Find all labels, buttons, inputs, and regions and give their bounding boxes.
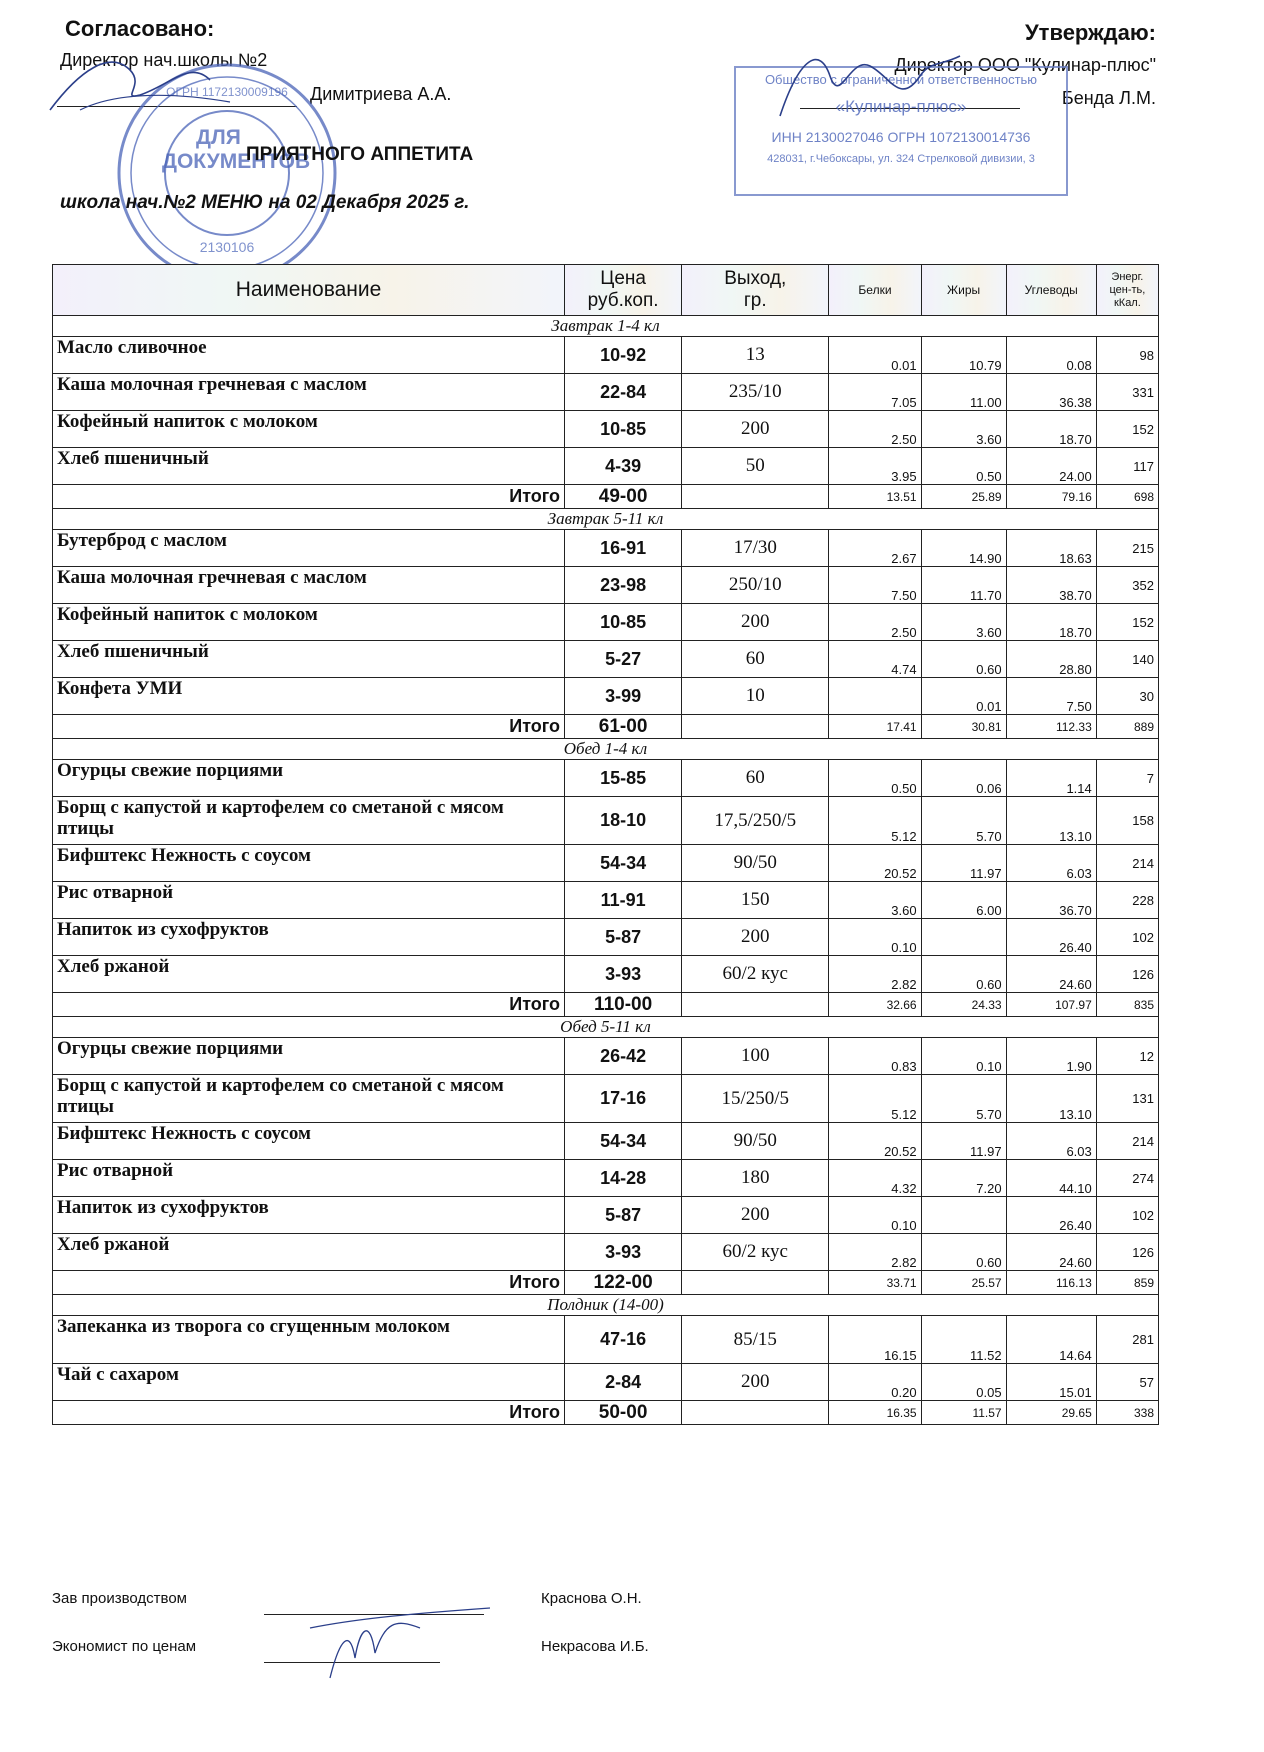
total-carbs: 79.16 <box>1006 485 1096 509</box>
total-label: Итого <box>53 1271 565 1295</box>
col-header-price <box>565 265 682 316</box>
dish-energy: 352 <box>1096 567 1158 604</box>
dish-carbs: 36.38 <box>1006 374 1096 411</box>
dish-energy: 57 <box>1096 1364 1158 1401</box>
section-row <box>53 1295 1159 1316</box>
dish-energy: 140 <box>1096 641 1158 678</box>
left-signature <box>40 40 240 120</box>
total-fat: 25.57 <box>921 1271 1006 1295</box>
col-header-price-1: Цена <box>600 268 646 289</box>
dish-energy: 12 <box>1096 1038 1158 1075</box>
dish-protein: 0.20 <box>829 1364 921 1401</box>
dish-carbs: 0.08 <box>1006 337 1096 374</box>
approval-title: Согласовано: <box>65 16 215 41</box>
total-fat: 25.89 <box>921 485 1006 509</box>
dish-price: 26-42 <box>565 1038 682 1075</box>
dish-energy: 331 <box>1096 374 1158 411</box>
dish-output: 60/2 кус <box>682 1234 829 1271</box>
total-energy: 338 <box>1096 1401 1158 1425</box>
total-protein: 13.51 <box>829 485 921 509</box>
dish-protein: 3.95 <box>829 448 921 485</box>
dish-carbs: 38.70 <box>1006 567 1096 604</box>
section-row <box>53 316 1159 337</box>
approve-name: Бенда Л.М. <box>1061 88 1156 108</box>
dish-price: 10-85 <box>565 604 682 641</box>
dish-output: 90/50 <box>682 1123 829 1160</box>
table-row <box>53 1123 1159 1160</box>
dish-protein: 0.10 <box>829 919 921 956</box>
dish-output: 250/10 <box>682 567 829 604</box>
dish-fat: 0.60 <box>921 956 1006 993</box>
dish-output: 180 <box>682 1160 829 1197</box>
dish-name: Кофейный напиток с молоком <box>53 604 565 641</box>
col-header-output-1: Выход, <box>724 268 787 289</box>
col-header-energy <box>1096 265 1158 316</box>
dish-energy: 126 <box>1096 1234 1158 1271</box>
dish-price: 3-93 <box>565 956 682 993</box>
dish-fat: 0.50 <box>921 448 1006 485</box>
dish-fat: 7.20 <box>921 1160 1006 1197</box>
total-output-empty <box>682 715 829 739</box>
menu-body <box>53 316 1159 1425</box>
table-row <box>53 1038 1159 1075</box>
total-energy: 698 <box>1096 485 1158 509</box>
dish-fat: 0.06 <box>921 760 1006 797</box>
table-row <box>53 845 1159 882</box>
dish-protein: 7.50 <box>829 567 921 604</box>
dish-price: 54-34 <box>565 1123 682 1160</box>
dish-carbs: 28.80 <box>1006 641 1096 678</box>
dish-protein: 4.74 <box>829 641 921 678</box>
round-stamp-ogrn: ОГРН 1172130009196 <box>166 85 288 99</box>
dish-carbs: 7.50 <box>1006 678 1096 715</box>
approval-name: Димитриева А.А. <box>310 84 452 104</box>
section-title: Обед 5-11 кл <box>53 1017 1159 1038</box>
col-header-energy-3: кКал. <box>1113 296 1141 309</box>
dish-carbs: 24.00 <box>1006 448 1096 485</box>
approve-position: Директор ООО "Кулинар-плюс" <box>894 55 1156 75</box>
dish-name: Рис отварной <box>53 1160 565 1197</box>
dish-output: 235/10 <box>682 374 829 411</box>
total-row <box>53 715 1159 739</box>
col-header-protein: Белки <box>829 265 921 316</box>
total-fat: 30.81 <box>921 715 1006 739</box>
table-row <box>53 448 1159 485</box>
dish-name: Рис отварной <box>53 882 565 919</box>
dish-fat: 0.60 <box>921 641 1006 678</box>
table-row <box>53 1316 1159 1364</box>
col-header-energy-2: цен-ть, <box>1109 283 1146 296</box>
dish-output: 50 <box>682 448 829 485</box>
dish-fat: 3.60 <box>921 604 1006 641</box>
dish-carbs: 1.90 <box>1006 1038 1096 1075</box>
dish-fat: 11.97 <box>921 1123 1006 1160</box>
dish-energy: 30 <box>1096 678 1158 715</box>
dish-price: 23-98 <box>565 567 682 604</box>
section-row <box>53 739 1159 760</box>
table-row <box>53 604 1159 641</box>
total-output-empty <box>682 485 829 509</box>
dish-protein: 2.82 <box>829 956 921 993</box>
table-row <box>53 641 1159 678</box>
table-row <box>53 956 1159 993</box>
total-energy: 889 <box>1096 715 1158 739</box>
dish-protein: 2.50 <box>829 411 921 448</box>
dish-name: Кофейный напиток с молоком <box>53 411 565 448</box>
dish-fat: 10.79 <box>921 337 1006 374</box>
dish-energy: 131 <box>1096 1075 1158 1123</box>
dish-carbs: 14.64 <box>1006 1316 1096 1364</box>
dish-output: 60 <box>682 760 829 797</box>
dish-fat: 5.70 <box>921 1075 1006 1123</box>
dish-price: 2-84 <box>565 1364 682 1401</box>
section-row <box>53 1017 1159 1038</box>
menu-table <box>52 264 1159 1425</box>
dish-fat: 0.60 <box>921 1234 1006 1271</box>
dish-price: 11-91 <box>565 882 682 919</box>
total-protein: 32.66 <box>829 993 921 1017</box>
total-row <box>53 1401 1159 1425</box>
dish-price: 5-87 <box>565 1197 682 1234</box>
dish-fat: 0.10 <box>921 1038 1006 1075</box>
section-title: Завтрак 5-11 кл <box>53 509 1159 530</box>
total-row <box>53 1271 1159 1295</box>
dish-fat: 0.05 <box>921 1364 1006 1401</box>
dish-price: 54-34 <box>565 845 682 882</box>
rect-stamp-line4: 428031, г.Чебоксары, ул. 324 Стрелковой дивизии, 3 <box>767 153 1035 165</box>
approval-position: Директор нач.школы №2 <box>60 50 268 70</box>
dish-energy: 102 <box>1096 919 1158 956</box>
dish-output: 60/2 кус <box>682 956 829 993</box>
col-header-energy-1: Энерг. <box>1111 270 1144 283</box>
dish-price: 15-85 <box>565 760 682 797</box>
dish-output: 85/15 <box>682 1316 829 1364</box>
dish-price: 5-87 <box>565 919 682 956</box>
dish-protein <box>829 678 921 715</box>
total-price: 122-00 <box>565 1271 682 1295</box>
dish-output: 60 <box>682 641 829 678</box>
dish-price: 14-28 <box>565 1160 682 1197</box>
section-title: Обед 1-4 кл <box>53 739 1159 760</box>
dish-name: Каша молочная гречневая с маслом <box>53 374 565 411</box>
dish-name: Хлеб ржаной <box>53 1234 565 1271</box>
dish-energy: 152 <box>1096 411 1158 448</box>
dish-name: Бифштекс Нежность с соусом <box>53 1123 565 1160</box>
dish-output: 100 <box>682 1038 829 1075</box>
table-row <box>53 678 1159 715</box>
total-row <box>53 993 1159 1017</box>
total-carbs: 107.97 <box>1006 993 1096 1017</box>
dish-protein: 5.12 <box>829 797 921 845</box>
dish-name: Бифштекс Нежность с соусом <box>53 845 565 882</box>
dish-name: Каша молочная гречневая с маслом <box>53 567 565 604</box>
dish-carbs: 24.60 <box>1006 956 1096 993</box>
dish-price: 10-92 <box>565 337 682 374</box>
dish-name: Масло сливочное <box>53 337 565 374</box>
dish-name: Борщ с капустой и картофелем со сметаной с мясом птицы <box>53 1075 565 1123</box>
dish-name: Бутерброд с маслом <box>53 530 565 567</box>
dish-energy: 117 <box>1096 448 1158 485</box>
dish-name: Огурцы свежие порциями <box>53 760 565 797</box>
dish-fat <box>921 1197 1006 1234</box>
dish-energy: 152 <box>1096 604 1158 641</box>
table-row <box>53 797 1159 845</box>
dish-name: Конфета УМИ <box>53 678 565 715</box>
dish-output: 17,5/250/5 <box>682 797 829 845</box>
dish-name: Хлеб ржаной <box>53 956 565 993</box>
round-stamp-center-2: ДОКУМЕНТОВ <box>162 150 311 173</box>
dish-protein: 20.52 <box>829 845 921 882</box>
dish-fat: 11.97 <box>921 845 1006 882</box>
footer-name-production: Краснова О.Н. <box>541 1590 642 1607</box>
dish-protein: 16.15 <box>829 1316 921 1364</box>
table-row <box>53 1234 1159 1271</box>
right-signature <box>760 36 980 126</box>
col-header-name: Наименование <box>53 265 565 316</box>
footer-role-economist: Экономист по ценам <box>52 1638 197 1655</box>
total-row <box>53 485 1159 509</box>
dish-energy: 281 <box>1096 1316 1158 1364</box>
dish-protein: 0.10 <box>829 1197 921 1234</box>
dish-energy: 98 <box>1096 337 1158 374</box>
dish-price: 17-16 <box>565 1075 682 1123</box>
total-output-empty <box>682 1401 829 1425</box>
appetite-caption: ПРИЯТНОГО АППЕТИТА <box>246 144 474 165</box>
total-energy: 859 <box>1096 1271 1158 1295</box>
dish-fat: 3.60 <box>921 411 1006 448</box>
col-header-fat: Жиры <box>921 265 1006 316</box>
dish-protein: 5.12 <box>829 1075 921 1123</box>
dish-fat: 0.01 <box>921 678 1006 715</box>
footer-signature-marks <box>300 1598 500 1688</box>
approve-title: Утверждаю: <box>1025 20 1156 45</box>
dish-output: 200 <box>682 604 829 641</box>
dish-fat <box>921 919 1006 956</box>
dish-protein: 0.83 <box>829 1038 921 1075</box>
dish-carbs: 13.10 <box>1006 1075 1096 1123</box>
round-stamp-inn: 2130106 <box>199 239 255 255</box>
dish-carbs: 36.70 <box>1006 882 1096 919</box>
dish-energy: 7 <box>1096 760 1158 797</box>
total-output-empty <box>682 1271 829 1295</box>
dish-name: Запеканка из творога со сгущенным молоком <box>53 1316 565 1364</box>
table-row <box>53 374 1159 411</box>
dish-output: 200 <box>682 1364 829 1401</box>
dish-carbs: 44.10 <box>1006 1160 1096 1197</box>
dish-energy: 102 <box>1096 1197 1158 1234</box>
footer-role-production: Зав производством <box>52 1590 187 1607</box>
dish-energy: 274 <box>1096 1160 1158 1197</box>
dish-name: Хлеб пшеничный <box>53 641 565 678</box>
dish-carbs: 24.60 <box>1006 1234 1096 1271</box>
dish-carbs: 13.10 <box>1006 797 1096 845</box>
dish-protein: 0.01 <box>829 337 921 374</box>
dish-output: 15/250/5 <box>682 1075 829 1123</box>
dish-carbs: 18.70 <box>1006 604 1096 641</box>
dish-carbs: 26.40 <box>1006 919 1096 956</box>
total-fat: 24.33 <box>921 993 1006 1017</box>
dish-protein: 2.82 <box>829 1234 921 1271</box>
dish-price: 47-16 <box>565 1316 682 1364</box>
dish-price: 10-85 <box>565 411 682 448</box>
dish-output: 200 <box>682 919 829 956</box>
table-row <box>53 411 1159 448</box>
total-carbs: 29.65 <box>1006 1401 1096 1425</box>
dish-name: Борщ с капустой и картофелем со сметаной с мясом птицы <box>53 797 565 845</box>
dish-price: 4-39 <box>565 448 682 485</box>
col-header-price-2: руб.коп. <box>587 290 659 311</box>
table-row <box>53 567 1159 604</box>
menu-title: школа нач.№2 МЕНЮ на 02 Декабря 2025 г. <box>60 192 470 213</box>
table-header-row <box>53 265 1159 316</box>
total-energy: 835 <box>1096 993 1158 1017</box>
dish-fat: 14.90 <box>921 530 1006 567</box>
dish-carbs: 6.03 <box>1006 1123 1096 1160</box>
table-row <box>53 882 1159 919</box>
total-output-empty <box>682 993 829 1017</box>
total-price: 110-00 <box>565 993 682 1017</box>
dish-fat: 11.00 <box>921 374 1006 411</box>
section-title: Завтрак 1-4 кл <box>53 316 1159 337</box>
dish-carbs: 26.40 <box>1006 1197 1096 1234</box>
dish-protein: 4.32 <box>829 1160 921 1197</box>
dish-protein: 0.50 <box>829 760 921 797</box>
dish-name: Огурцы свежие порциями <box>53 1038 565 1075</box>
dish-output: 90/50 <box>682 845 829 882</box>
dish-carbs: 1.14 <box>1006 760 1096 797</box>
total-price: 61-00 <box>565 715 682 739</box>
dish-fat: 11.52 <box>921 1316 1006 1364</box>
dish-carbs: 18.63 <box>1006 530 1096 567</box>
total-label: Итого <box>53 715 565 739</box>
dish-output: 10 <box>682 678 829 715</box>
dish-energy: 214 <box>1096 845 1158 882</box>
dish-price: 18-10 <box>565 797 682 845</box>
total-protein: 17.41 <box>829 715 921 739</box>
dish-name: Чай с сахаром <box>53 1364 565 1401</box>
dish-energy: 214 <box>1096 1123 1158 1160</box>
total-protein: 16.35 <box>829 1401 921 1425</box>
dish-price: 3-99 <box>565 678 682 715</box>
table-row <box>53 919 1159 956</box>
rect-stamp-line2: «Кулинар-плюс» <box>835 97 967 116</box>
total-price: 49-00 <box>565 485 682 509</box>
dish-price: 22-84 <box>565 374 682 411</box>
dish-output: 200 <box>682 411 829 448</box>
total-label: Итого <box>53 485 565 509</box>
dish-fat: 11.70 <box>921 567 1006 604</box>
total-protein: 33.71 <box>829 1271 921 1295</box>
footer-name-economist: Некрасова И.Б. <box>541 1638 649 1655</box>
rect-stamp-line1: Общество с ограниченной ответственностью <box>764 72 1038 87</box>
total-label: Итого <box>53 993 565 1017</box>
dish-protein: 3.60 <box>829 882 921 919</box>
table-row <box>53 1075 1159 1123</box>
section-row <box>53 509 1159 530</box>
dish-carbs: 18.70 <box>1006 411 1096 448</box>
dish-price: 16-91 <box>565 530 682 567</box>
dish-name: Напиток из сухофруктов <box>53 1197 565 1234</box>
total-carbs: 116.13 <box>1006 1271 1096 1295</box>
table-row <box>53 1364 1159 1401</box>
table-row <box>53 1160 1159 1197</box>
table-row <box>53 760 1159 797</box>
table-row <box>53 530 1159 567</box>
rect-stamp-line3: ИНН 2130027046 ОГРН 1072130014736 <box>771 129 1031 145</box>
col-header-output <box>682 265 829 316</box>
dish-energy: 215 <box>1096 530 1158 567</box>
dish-price: 3-93 <box>565 1234 682 1271</box>
dish-protein: 2.50 <box>829 604 921 641</box>
dish-name: Напиток из сухофруктов <box>53 919 565 956</box>
section-title: Полдник (14-00) <box>53 1295 1159 1316</box>
dish-price: 5-27 <box>565 641 682 678</box>
dish-energy: 228 <box>1096 882 1158 919</box>
dish-carbs: 15.01 <box>1006 1364 1096 1401</box>
total-carbs: 112.33 <box>1006 715 1096 739</box>
dish-output: 13 <box>682 337 829 374</box>
dish-output: 200 <box>682 1197 829 1234</box>
dish-fat: 6.00 <box>921 882 1006 919</box>
total-label: Итого <box>53 1401 565 1425</box>
dish-protein: 2.67 <box>829 530 921 567</box>
dish-output: 150 <box>682 882 829 919</box>
dish-name: Хлеб пшеничный <box>53 448 565 485</box>
dish-energy: 126 <box>1096 956 1158 993</box>
table-row <box>53 337 1159 374</box>
dish-output: 17/30 <box>682 530 829 567</box>
round-stamp-center-1: ДЛЯ <box>196 126 241 149</box>
dish-protein: 7.05 <box>829 374 921 411</box>
col-header-output-2: гр. <box>743 290 767 311</box>
table-row <box>53 1197 1159 1234</box>
dish-fat: 5.70 <box>921 797 1006 845</box>
dish-carbs: 6.03 <box>1006 845 1096 882</box>
total-fat: 11.57 <box>921 1401 1006 1425</box>
total-price: 50-00 <box>565 1401 682 1425</box>
dish-energy: 158 <box>1096 797 1158 845</box>
dish-protein: 20.52 <box>829 1123 921 1160</box>
col-header-carbs: Углеводы <box>1006 265 1096 316</box>
